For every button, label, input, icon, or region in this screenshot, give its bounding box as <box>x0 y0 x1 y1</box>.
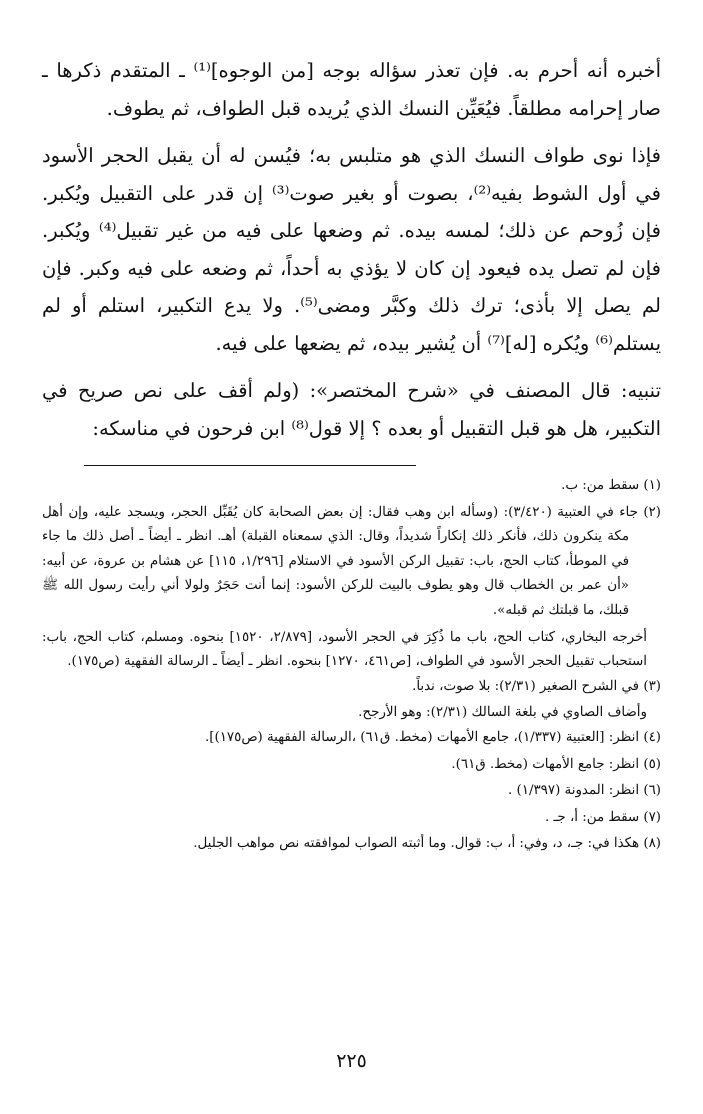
paragraph: فإذا نوى طواف النسك الذي هو متلبس به؛ فيُسن له أن يقبل الحجر الأسود في أول الشوط بفيه⁽²⁾، بصوت أو بغير صوت⁽³⁾ إن قدر على التقبيل ويُكبر. فإن زُوحم عن ذلك؛ لمسه بيده. ثم وضعها على فيه من غير تقبيل⁽⁴⁾ ويُكبر. فإن لم تصل يده فيعود إن كان لا يؤذي به أحداً، ثم وضعه على فيه وكبر. فإن لم يصل إلا بأذى؛ ترك ذلك وكبَّر ومضى⁽⁵⁾. ولا يدع التكبير، استلم أو لم يستلم⁽⁶⁾ ويُكره [له]⁽⁷⁾ أن يُشير بيده، ثم يضعها على فيه. <box>42 144 661 355</box>
footnote-4: (٤) انظر: [العتبية (١/٣٣٧)، جامع الأمهات (مخط. ق٦١) ،الرسالة الفقهية (ص١٧٥)]. <box>205 729 661 745</box>
footnote-3: (٣) في الشرح الصغير (٢/٣١): بلا صوت، ندباً. <box>412 678 661 694</box>
paragraph: تنبيه: قال المصنف في «شرح المختصر»: (ولم أقف على نص صريح في التكبير، هل هو قبل التقبيل أو بعده ؟ إلا قول⁽⁸⁾ ابن فرحون في مناسكه: <box>42 379 661 440</box>
paragraph: أخبره أنه أحرم به. فإن تعذر سؤاله بوجه [من الوجوه]⁽¹⁾ ـ المتقدم ذكرها ـ صار إحرامه مطلقاً. فيُعَيِّن النسك الذي يُريده قبل الطواف، ثم يطوف. <box>42 59 661 120</box>
footnote-8: (٨) هكذا في: جـ، د، وفي: أ، ب: قوال. وما أثبته الصواب لموافقته نص مواهب الجليل. <box>193 836 661 852</box>
page-number: ٢٢٥ <box>336 1050 367 1072</box>
footnotes <box>42 474 661 857</box>
footnote-6: (٦) انظر: المدونة (١/٣٩٧) . <box>508 783 661 799</box>
footnote-7: (٧) سقط من: أ، جـ . <box>544 809 661 825</box>
footnote-5: (٥) انظر: جامع الأمهات (مخط. ق٦١). <box>451 756 661 772</box>
footnote-3-continuation: وأضاف الصاوي في بلغة السالك (٢/٣١): وهو الأرجح. <box>358 705 647 721</box>
footnote-1: (١) سقط من: ب. <box>561 478 661 493</box>
main-text <box>42 52 661 447</box>
footnote-2: (٢) جاء في العتبية (٣/٤٢٠): (وسأله ابن وهب فقال: إن بعض الصحابة كان يُقَبِّل الحجر، ويسجد عليه، وإن أهل مكة ينكرون ذلك، فأنكر ذلك إنكاراً شديداً، وقال: الذي سمعناه القبلة) أهـ. انظر ـ أيضاً ـ أصل ذلك ما جاء في الموطأ، كتاب الحج، باب: تقبيل الركن الأسود في الاستلام [١/٢٩٦، ١١٥] عن هشام بن عروة، عن أبيه: «أن عمر بن الخطاب قال وهو يطوف بالبيت للركن الأسود: إنما أنت حَجَرٌ ولولا أني رأيت رسول الله ﷺ قبلك، ما قبلتك ثم قبله». <box>42 504 661 618</box>
footnote-divider <box>84 465 416 466</box>
footnote-2-continuation: أخرجه البخاري، كتاب الحج، باب ما ذُكِرَ في الحجر الأسود، [٢/٨٧٩، ١٥٢٠] بنحوه. ومسلم، كتاب الحج، باب: استحباب تقبيل الحجر الأسود في الطواف، [ص٤٦١، ١٢٧٠] بنحوه. انظر ـ أيضاً ـ الرسالة الفقهية (ص١٧٥). <box>42 629 648 670</box>
